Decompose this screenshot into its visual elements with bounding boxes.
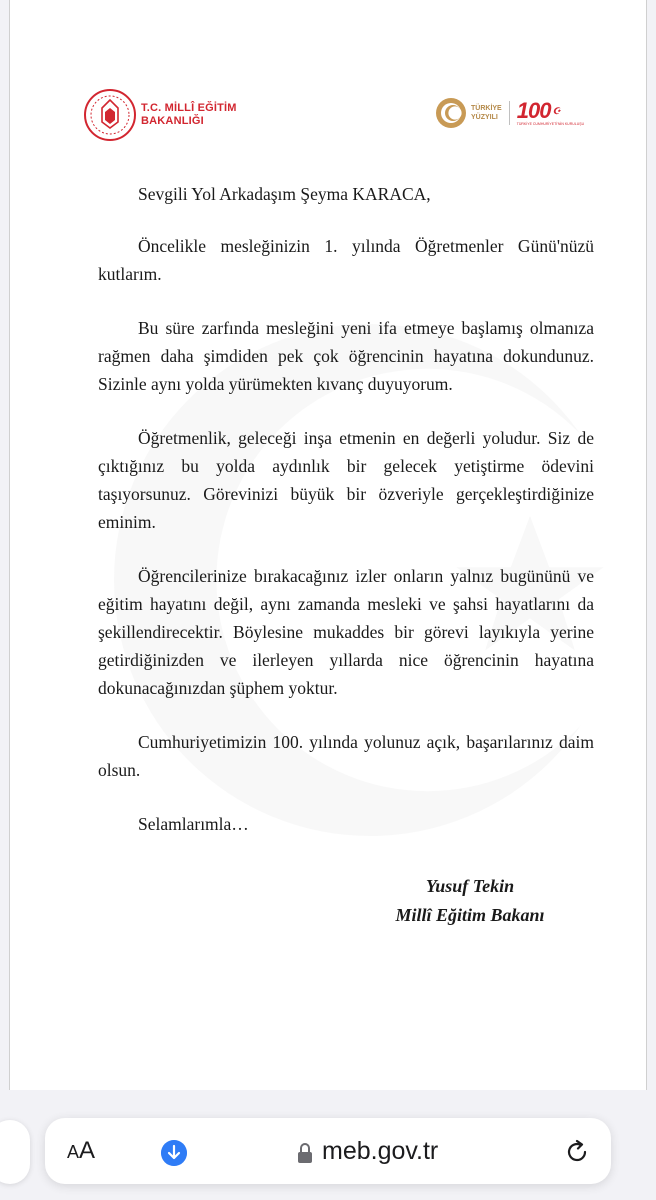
century-logo <box>516 97 585 127</box>
letter-paragraph: Öncelikle mesleğinizin 1. yılında Öğretmenler Günü'nüzü kutlarım. <box>98 236 594 284</box>
letter-paragraph: Bu süre zarfında mesleğini yeni ifa etmeye başlamış olmanıza rağmen daha şimdiden pek çok öğrencinin hayatına dokundunuz. Sizinle aynı yolda yürümekten kıvanç duyuyorum. <box>98 318 594 394</box>
letter-greeting: Sevgili Yol Arkadaşım Şeyma KARACA, <box>138 184 431 204</box>
signature-title: Millî Eğitim Bakanı <box>395 905 545 925</box>
signature-name: Yusuf Tekin <box>425 876 515 896</box>
century-number: 100 <box>516 97 551 123</box>
letter-closing: Selamlarımla… <box>138 814 249 834</box>
ministry-name-line1: T.C. MİLLÎ EĞİTİM <box>141 102 237 114</box>
letter-page <box>9 0 647 1090</box>
yuzyili-label: YÜZYILI <box>471 114 498 121</box>
letter-paragraph: Cumhuriyetimizin 100. yılında yolunuz açık, başarılarınız daim olsun. <box>98 732 594 780</box>
reload-icon[interactable] <box>563 1138 591 1166</box>
url-text[interactable]: meb.gov.tr <box>322 1137 439 1165</box>
letter-body <box>98 180 594 864</box>
address-bar[interactable] <box>45 1118 611 1184</box>
ministry-seal-icon <box>83 88 137 142</box>
page-format-button[interactable] <box>67 1138 95 1165</box>
ministry-logo <box>83 88 237 142</box>
turkiye-label: TÜRKİYE <box>471 105 502 112</box>
text-size-large-label: A <box>79 1137 96 1164</box>
lock-icon <box>297 1142 313 1164</box>
crescent-star-icon: ☪ <box>552 105 560 116</box>
safari-bottom-bar <box>0 1100 656 1200</box>
turkiye-yuzyili-seal-icon <box>434 96 468 130</box>
text-size-small-label: A <box>67 1142 80 1162</box>
letter-paragraph: Öğretmenlik, geleceği inşa etmenin en değerli yoludur. Siz de çıktığınız bu yolda aydınlık bir gelecek yetiştirme ödevini taşıyorsunuz. Görevinizi büyük bir özveriyle gerçekleştirdiğinize eminim. <box>98 428 594 532</box>
century-subtitle: TÜRKİYE CUMHURİYETİ'NİN KURULUŞU <box>516 121 585 126</box>
previous-tab-pill[interactable] <box>0 1120 30 1184</box>
download-icon[interactable] <box>161 1140 187 1166</box>
turkiye-yuzyili-logo <box>434 96 584 130</box>
signature-block <box>350 872 590 930</box>
logo-divider <box>509 101 510 125</box>
letter-paragraph: Öğrencilerinize bırakacağınız izler onların yalnız bugününü ve eğitim hayatını değil, aynı zamanda mesleki ve şahsi hayatlarını da şekillendirecektir. Böylesine mukaddes bir görevi layıkıyla yerine getirdiğinizden ve ilerleyen yıllarda nice öğrencinin hayatına dokunacağınızdan şüphem yoktur. <box>98 566 594 698</box>
ministry-name-line2: BAKANLIĞI <box>141 115 204 127</box>
